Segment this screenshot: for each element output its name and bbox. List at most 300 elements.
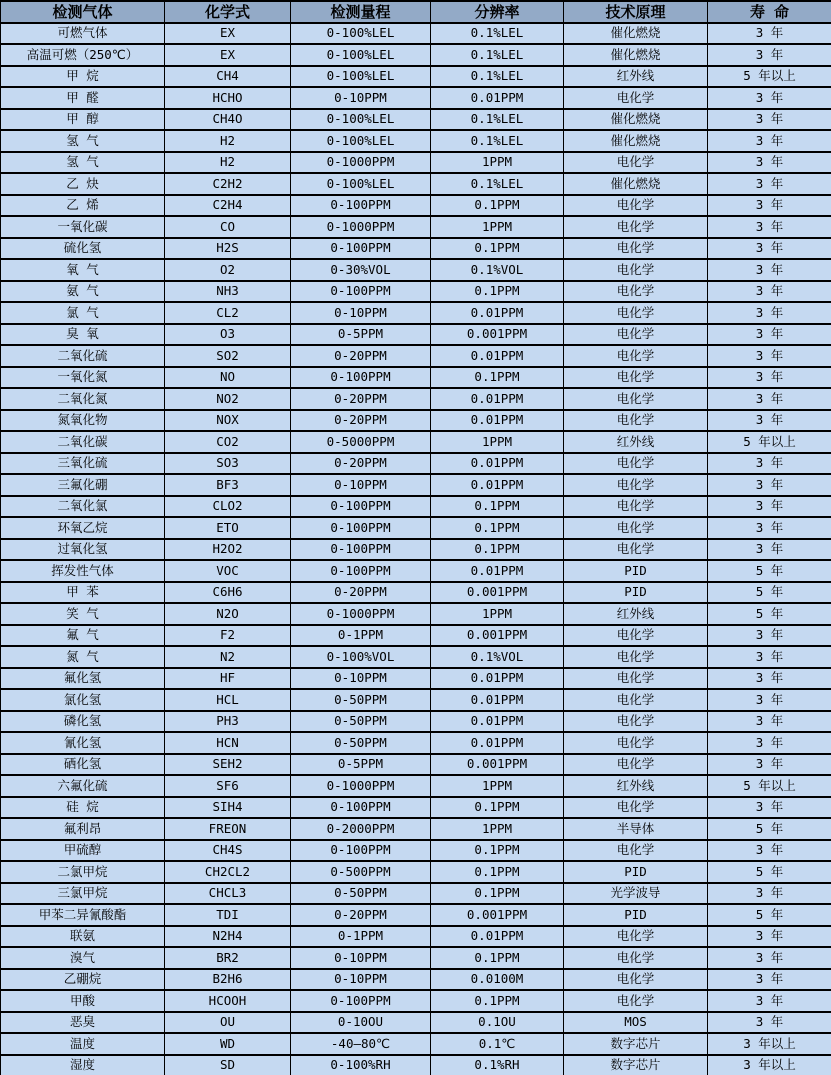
principle-cell: 电化学: [564, 926, 708, 948]
formula-cell: SO2: [165, 345, 291, 367]
principle-cell: 电化学: [564, 195, 708, 217]
principle-cell: 催化燃烧: [564, 44, 708, 66]
resolution-cell: 1PPM: [431, 431, 564, 453]
resolution-cell: 0.1%LEL: [431, 109, 564, 131]
lifespan-cell: 5 年以上: [708, 431, 831, 453]
table-row: [1, 818, 831, 840]
gas-name-cell: 氟利昂: [1, 818, 165, 840]
range-cell: 0-2000PPM: [291, 818, 431, 840]
resolution-cell: 0.1OU: [431, 1012, 564, 1034]
lifespan-cell: 5 年: [708, 904, 831, 926]
gas-name-cell: 一氧化碳: [1, 216, 165, 238]
principle-cell: 电化学: [564, 797, 708, 819]
gas-name-cell: 二氧化氮: [1, 388, 165, 410]
table-row: [1, 1055, 831, 1075]
resolution-cell: 0.1PPM: [431, 281, 564, 303]
table-row: [1, 711, 831, 733]
resolution-cell: 0.1%LEL: [431, 130, 564, 152]
gas-name-cell: 甲 醛: [1, 87, 165, 109]
principle-cell: 电化学: [564, 259, 708, 281]
resolution-cell: 0.1%LEL: [431, 66, 564, 88]
resolution-cell: 0.1PPM: [431, 861, 564, 883]
resolution-cell: 0.01PPM: [431, 410, 564, 432]
formula-cell: O2: [165, 259, 291, 281]
lifespan-cell: 3 年: [708, 23, 831, 45]
table-row: [1, 775, 831, 797]
resolution-cell: 0.01PPM: [431, 474, 564, 496]
range-cell: 0-100%LEL: [291, 130, 431, 152]
column-header-formula: 化学式: [165, 1, 291, 23]
gas-name-cell: 臭 氧: [1, 324, 165, 346]
range-cell: 0-100PPM: [291, 367, 431, 389]
column-header-range: 检测量程: [291, 1, 431, 23]
resolution-cell: 0.01PPM: [431, 689, 564, 711]
principle-cell: 电化学: [564, 732, 708, 754]
resolution-cell: 0.0100M: [431, 969, 564, 991]
formula-cell: HF: [165, 668, 291, 690]
resolution-cell: 0.01PPM: [431, 732, 564, 754]
range-cell: 0-100%VOL: [291, 646, 431, 668]
table-row: [1, 883, 831, 905]
resolution-cell: 0.1%LEL: [431, 44, 564, 66]
formula-cell: ETO: [165, 517, 291, 539]
table-row: [1, 410, 831, 432]
formula-cell: OU: [165, 1012, 291, 1034]
resolution-cell: 0.1%RH: [431, 1055, 564, 1075]
table-row: [1, 302, 831, 324]
principle-cell: 电化学: [564, 668, 708, 690]
table-row: [1, 345, 831, 367]
lifespan-cell: 5 年: [708, 582, 831, 604]
range-cell: 0-1PPM: [291, 625, 431, 647]
formula-cell: CO2: [165, 431, 291, 453]
formula-cell: CH4: [165, 66, 291, 88]
resolution-cell: 0.01PPM: [431, 711, 564, 733]
principle-cell: 电化学: [564, 539, 708, 561]
table-row: [1, 238, 831, 260]
range-cell: 0-50PPM: [291, 732, 431, 754]
principle-cell: 电化学: [564, 216, 708, 238]
lifespan-cell: 3 年以上: [708, 1055, 831, 1075]
lifespan-cell: 3 年: [708, 345, 831, 367]
formula-cell: EX: [165, 23, 291, 45]
range-cell: 0-10PPM: [291, 474, 431, 496]
range-cell: 0-100PPM: [291, 539, 431, 561]
formula-cell: N2O: [165, 603, 291, 625]
table-row: [1, 904, 831, 926]
lifespan-cell: 3 年: [708, 754, 831, 776]
resolution-cell: 0.1℃: [431, 1033, 564, 1055]
table-row: [1, 87, 831, 109]
gas-name-cell: 乙硼烷: [1, 969, 165, 991]
column-header-lifespan: 寿 命: [708, 1, 831, 23]
resolution-cell: 0.1PPM: [431, 238, 564, 260]
formula-cell: O3: [165, 324, 291, 346]
formula-cell: CHCL3: [165, 883, 291, 905]
gas-name-cell: 氟 气: [1, 625, 165, 647]
lifespan-cell: 3 年: [708, 259, 831, 281]
lifespan-cell: 3 年: [708, 324, 831, 346]
gas-name-cell: 六氟化硫: [1, 775, 165, 797]
resolution-cell: 0.1PPM: [431, 883, 564, 905]
table-row: [1, 969, 831, 991]
resolution-cell: 0.001PPM: [431, 625, 564, 647]
range-cell: 0-20PPM: [291, 388, 431, 410]
table-row: [1, 947, 831, 969]
principle-cell: 电化学: [564, 453, 708, 475]
lifespan-cell: 3 年: [708, 453, 831, 475]
formula-cell: BR2: [165, 947, 291, 969]
formula-cell: CH2CL2: [165, 861, 291, 883]
resolution-cell: 0.1%LEL: [431, 23, 564, 45]
principle-cell: 半导体: [564, 818, 708, 840]
table-row: [1, 646, 831, 668]
formula-cell: NO2: [165, 388, 291, 410]
gas-name-cell: 氢 气: [1, 130, 165, 152]
range-cell: 0-50PPM: [291, 711, 431, 733]
principle-cell: 电化学: [564, 238, 708, 260]
lifespan-cell: 3 年: [708, 410, 831, 432]
lifespan-cell: 3 年: [708, 668, 831, 690]
range-cell: 0-1000PPM: [291, 216, 431, 238]
formula-cell: N2H4: [165, 926, 291, 948]
formula-cell: TDI: [165, 904, 291, 926]
gas-name-cell: 氮氧化物: [1, 410, 165, 432]
principle-cell: 电化学: [564, 517, 708, 539]
principle-cell: 电化学: [564, 324, 708, 346]
formula-cell: PH3: [165, 711, 291, 733]
table-row: [1, 109, 831, 131]
lifespan-cell: 5 年: [708, 603, 831, 625]
range-cell: 0-1000PPM: [291, 603, 431, 625]
gas-name-cell: 甲 醇: [1, 109, 165, 131]
resolution-cell: 1PPM: [431, 775, 564, 797]
lifespan-cell: 3 年以上: [708, 1033, 831, 1055]
lifespan-cell: 3 年: [708, 539, 831, 561]
lifespan-cell: 3 年: [708, 173, 831, 195]
range-cell: 0-100%LEL: [291, 109, 431, 131]
lifespan-cell: 3 年: [708, 625, 831, 647]
principle-cell: 红外线: [564, 66, 708, 88]
range-cell: 0-100PPM: [291, 517, 431, 539]
table-row: [1, 990, 831, 1012]
lifespan-cell: 3 年: [708, 130, 831, 152]
formula-cell: EX: [165, 44, 291, 66]
gas-name-cell: 硅 烷: [1, 797, 165, 819]
formula-cell: C2H4: [165, 195, 291, 217]
range-cell: 0-100PPM: [291, 990, 431, 1012]
table-row: [1, 216, 831, 238]
lifespan-cell: 3 年: [708, 732, 831, 754]
formula-cell: HCL: [165, 689, 291, 711]
formula-cell: HCOOH: [165, 990, 291, 1012]
gas-name-cell: 三氟化硼: [1, 474, 165, 496]
range-cell: 0-10PPM: [291, 668, 431, 690]
principle-cell: 催化燃烧: [564, 173, 708, 195]
column-header-principle: 技术原理: [564, 1, 708, 23]
principle-cell: 电化学: [564, 625, 708, 647]
principle-cell: 电化学: [564, 689, 708, 711]
range-cell: 0-100PPM: [291, 560, 431, 582]
principle-cell: 电化学: [564, 990, 708, 1012]
gas-name-cell: 硒化氢: [1, 754, 165, 776]
table-row: [1, 1012, 831, 1034]
gas-name-cell: 乙 炔: [1, 173, 165, 195]
lifespan-cell: 3 年: [708, 195, 831, 217]
lifespan-cell: 3 年: [708, 44, 831, 66]
gas-name-cell: 氰化氢: [1, 732, 165, 754]
resolution-cell: 0.1PPM: [431, 840, 564, 862]
formula-cell: SF6: [165, 775, 291, 797]
principle-cell: 红外线: [564, 431, 708, 453]
table-row: [1, 625, 831, 647]
formula-cell: SD: [165, 1055, 291, 1075]
resolution-cell: 1PPM: [431, 216, 564, 238]
principle-cell: 电化学: [564, 496, 708, 518]
principle-cell: 电化学: [564, 367, 708, 389]
lifespan-cell: 3 年: [708, 517, 831, 539]
gas-name-cell: 氯 气: [1, 302, 165, 324]
range-cell: 0-10PPM: [291, 87, 431, 109]
principle-cell: 电化学: [564, 947, 708, 969]
table-row: [1, 23, 831, 45]
lifespan-cell: 5 年以上: [708, 775, 831, 797]
formula-cell: NOX: [165, 410, 291, 432]
lifespan-cell: 3 年: [708, 152, 831, 174]
table-row: [1, 324, 831, 346]
resolution-cell: 0.1PPM: [431, 539, 564, 561]
formula-cell: H2: [165, 130, 291, 152]
resolution-cell: 0.01PPM: [431, 560, 564, 582]
gas-name-cell: 甲苯二异氰酸酯: [1, 904, 165, 926]
range-cell: 0-100PPM: [291, 195, 431, 217]
range-cell: 0-100%LEL: [291, 173, 431, 195]
resolution-cell: 0.01PPM: [431, 453, 564, 475]
formula-cell: CLO2: [165, 496, 291, 518]
lifespan-cell: 3 年: [708, 797, 831, 819]
resolution-cell: 0.001PPM: [431, 904, 564, 926]
principle-cell: 电化学: [564, 302, 708, 324]
table-body: [1, 23, 831, 1075]
principle-cell: PID: [564, 582, 708, 604]
formula-cell: N2: [165, 646, 291, 668]
lifespan-cell: 3 年: [708, 109, 831, 131]
table-row: [1, 496, 831, 518]
formula-cell: F2: [165, 625, 291, 647]
formula-cell: HCHO: [165, 87, 291, 109]
principle-cell: 催化燃烧: [564, 130, 708, 152]
range-cell: 0-10PPM: [291, 969, 431, 991]
resolution-cell: 0.001PPM: [431, 754, 564, 776]
lifespan-cell: 3 年: [708, 367, 831, 389]
table-row: [1, 797, 831, 819]
table-row: [1, 474, 831, 496]
resolution-cell: 0.01PPM: [431, 87, 564, 109]
resolution-cell: 1PPM: [431, 818, 564, 840]
header-row: [1, 1, 831, 23]
gas-name-cell: 温度: [1, 1033, 165, 1055]
resolution-cell: 1PPM: [431, 603, 564, 625]
formula-cell: HCN: [165, 732, 291, 754]
range-cell: 0-100%LEL: [291, 66, 431, 88]
formula-cell: SO3: [165, 453, 291, 475]
gas-name-cell: 氧 气: [1, 259, 165, 281]
range-cell: 0-100PPM: [291, 840, 431, 862]
principle-cell: 电化学: [564, 281, 708, 303]
range-cell: 0-5PPM: [291, 754, 431, 776]
formula-cell: WD: [165, 1033, 291, 1055]
lifespan-cell: 3 年: [708, 689, 831, 711]
table-row: [1, 754, 831, 776]
table-row: [1, 173, 831, 195]
principle-cell: 电化学: [564, 646, 708, 668]
resolution-cell: 0.01PPM: [431, 302, 564, 324]
resolution-cell: 0.1%VOL: [431, 259, 564, 281]
table-row: [1, 689, 831, 711]
gas-name-cell: 氢 气: [1, 152, 165, 174]
range-cell: 0-10OU: [291, 1012, 431, 1034]
gas-name-cell: 挥发性气体: [1, 560, 165, 582]
lifespan-cell: 3 年: [708, 388, 831, 410]
lifespan-cell: 3 年: [708, 474, 831, 496]
formula-cell: FREON: [165, 818, 291, 840]
table-row: [1, 388, 831, 410]
gas-name-cell: 联氨: [1, 926, 165, 948]
table-row: [1, 130, 831, 152]
table-row: [1, 195, 831, 217]
lifespan-cell: 3 年: [708, 990, 831, 1012]
gas-name-cell: 氟化氢: [1, 668, 165, 690]
range-cell: 0-1000PPM: [291, 152, 431, 174]
principle-cell: 数字芯片: [564, 1055, 708, 1075]
lifespan-cell: 3 年: [708, 216, 831, 238]
gas-name-cell: 恶臭: [1, 1012, 165, 1034]
range-cell: 0-20PPM: [291, 410, 431, 432]
range-cell: 0-50PPM: [291, 689, 431, 711]
table-row: [1, 517, 831, 539]
range-cell: 0-20PPM: [291, 345, 431, 367]
range-cell: 0-500PPM: [291, 861, 431, 883]
range-cell: 0-50PPM: [291, 883, 431, 905]
gas-name-cell: 环氧乙烷: [1, 517, 165, 539]
range-cell: 0-5000PPM: [291, 431, 431, 453]
range-cell: 0-100PPM: [291, 281, 431, 303]
lifespan-cell: 3 年: [708, 711, 831, 733]
range-cell: 0-20PPM: [291, 582, 431, 604]
resolution-cell: 1PPM: [431, 152, 564, 174]
resolution-cell: 0.1PPM: [431, 947, 564, 969]
table-row: [1, 732, 831, 754]
gas-name-cell: 高温可燃（250℃）: [1, 44, 165, 66]
principle-cell: PID: [564, 904, 708, 926]
gas-name-cell: 甲酸: [1, 990, 165, 1012]
table-row: [1, 367, 831, 389]
gas-name-cell: 氮 气: [1, 646, 165, 668]
range-cell: 0-100PPM: [291, 496, 431, 518]
gas-name-cell: 过氧化氢: [1, 539, 165, 561]
lifespan-cell: 3 年: [708, 1012, 831, 1034]
principle-cell: PID: [564, 560, 708, 582]
lifespan-cell: 3 年: [708, 238, 831, 260]
range-cell: 0-100%RH: [291, 1055, 431, 1075]
gas-name-cell: 湿度: [1, 1055, 165, 1075]
principle-cell: 电化学: [564, 754, 708, 776]
table-row: [1, 539, 831, 561]
gas-name-cell: 二氧化硫: [1, 345, 165, 367]
principle-cell: 电化学: [564, 711, 708, 733]
gas-name-cell: 二氯甲烷: [1, 861, 165, 883]
range-cell: -40—80℃: [291, 1033, 431, 1055]
table-row: [1, 560, 831, 582]
range-cell: 0-100%LEL: [291, 44, 431, 66]
lifespan-cell: 3 年: [708, 926, 831, 948]
table-row: [1, 603, 831, 625]
gas-name-cell: 乙 烯: [1, 195, 165, 217]
gas-name-cell: 可燃气体: [1, 23, 165, 45]
formula-cell: H2: [165, 152, 291, 174]
formula-cell: CH4O: [165, 109, 291, 131]
gas-name-cell: 氨 气: [1, 281, 165, 303]
principle-cell: 电化学: [564, 87, 708, 109]
table-row: [1, 840, 831, 862]
gas-name-cell: 溴气: [1, 947, 165, 969]
gas-name-cell: 三氯甲烷: [1, 883, 165, 905]
range-cell: 0-1PPM: [291, 926, 431, 948]
resolution-cell: 0.1PPM: [431, 517, 564, 539]
principle-cell: 电化学: [564, 969, 708, 991]
table-row: [1, 861, 831, 883]
range-cell: 0-10PPM: [291, 302, 431, 324]
principle-cell: 电化学: [564, 410, 708, 432]
gas-name-cell: 磷化氢: [1, 711, 165, 733]
resolution-cell: 0.1%VOL: [431, 646, 564, 668]
principle-cell: PID: [564, 861, 708, 883]
lifespan-cell: 3 年: [708, 496, 831, 518]
table-row: [1, 259, 831, 281]
gas-name-cell: 二氧化碳: [1, 431, 165, 453]
lifespan-cell: 5 年: [708, 861, 831, 883]
gas-name-cell: 一氧化氮: [1, 367, 165, 389]
range-cell: 0-20PPM: [291, 904, 431, 926]
principle-cell: 光学波导: [564, 883, 708, 905]
gas-name-cell: 氯化氢: [1, 689, 165, 711]
lifespan-cell: 3 年: [708, 281, 831, 303]
formula-cell: CL2: [165, 302, 291, 324]
principle-cell: 电化学: [564, 474, 708, 496]
formula-cell: CH4S: [165, 840, 291, 862]
formula-cell: C2H2: [165, 173, 291, 195]
table-row: [1, 44, 831, 66]
table-row: [1, 453, 831, 475]
principle-cell: 催化燃烧: [564, 109, 708, 131]
formula-cell: C6H6: [165, 582, 291, 604]
lifespan-cell: 3 年: [708, 840, 831, 862]
lifespan-cell: 3 年: [708, 883, 831, 905]
resolution-cell: 0.1PPM: [431, 195, 564, 217]
resolution-cell: 0.1PPM: [431, 990, 564, 1012]
formula-cell: H2S: [165, 238, 291, 260]
formula-cell: BF3: [165, 474, 291, 496]
resolution-cell: 0.01PPM: [431, 388, 564, 410]
principle-cell: 数字芯片: [564, 1033, 708, 1055]
resolution-cell: 0.1PPM: [431, 496, 564, 518]
column-header-gas: 检测气体: [1, 1, 165, 23]
lifespan-cell: 5 年: [708, 818, 831, 840]
table-row: [1, 152, 831, 174]
table-row: [1, 431, 831, 453]
gas-name-cell: 甲 烷: [1, 66, 165, 88]
gas-name-cell: 笑 气: [1, 603, 165, 625]
